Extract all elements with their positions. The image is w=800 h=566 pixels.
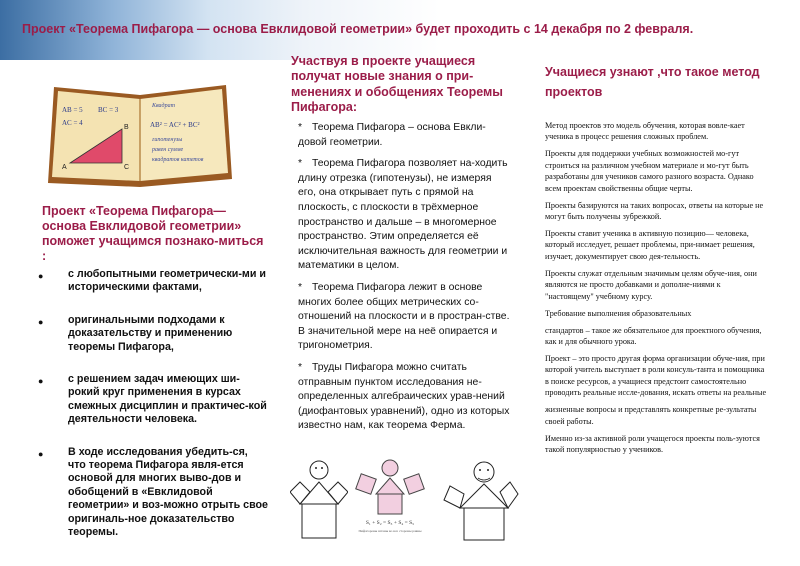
book-left-line-3: AC = 4 xyxy=(62,119,83,127)
list-item: ● с любопытными геометрически-ми и историческими фактами, xyxy=(38,268,266,294)
bullet-icon: ● xyxy=(38,271,44,281)
book-left-line-2: BC = 3 xyxy=(98,106,119,114)
pythagoras-figure-right xyxy=(440,458,520,542)
vertex-label-b: B xyxy=(124,124,129,131)
pythagoras-figure-left xyxy=(290,458,348,540)
vertex-label-c: C xyxy=(124,164,130,171)
book-illustration xyxy=(40,75,240,195)
right-heading: Учащиеся узнают ,что такое метод проектов xyxy=(545,65,760,99)
bullet-icon: ● xyxy=(38,448,44,459)
bullet-icon: ● xyxy=(38,316,44,327)
left-bullet-list xyxy=(32,268,268,559)
book-right-line-3: равен сумме xyxy=(152,147,184,153)
paragraph: Проекты ставит ученика в активную позицию— человека, который исследует, решает проблемы, при-нимает решения, изучает, документирует свою дея-тельность. xyxy=(545,229,755,261)
list-item: * Теорема Пифагора позволяет на-ходить длину отрезка (гипотенузы), не измеряя его, она открывает путь с прямой на плоскость, с плоскости в трёхмерное пространство и дальше – в многомерное пространство. Этим определяется её исключительная важность для геометрии и математики в целом. xyxy=(298,158,508,272)
paragraph: жизненные вопросы и представлять конкретные ре-зультаты своей работы. xyxy=(545,405,757,426)
book-right-line-4: квадратов катетов xyxy=(152,157,204,163)
figure-caption: Пифагоровы штаны во все стороны равны xyxy=(358,529,422,533)
right-paragraphs xyxy=(545,120,770,461)
book-right-line-1: Квадрат xyxy=(152,103,175,109)
list-item: ● В ходе исследования убедить-ся, что теорема Пифагора явля-ется основой для многих выво-дов и обобщений в «Евклидовой геометрии» и воз-можно отрыть свое оригиналь-ное доказательство теоремы. xyxy=(38,445,268,539)
paragraph: Именно из-за активной роли учащегося проекты поль-зуются такой популярностью у учеников. xyxy=(545,433,760,455)
asterisk-icon: * xyxy=(298,361,303,373)
asterisk-icon: * xyxy=(298,281,303,293)
figure-formula: S₁ + S₂ = S₃ + S₄ = S₅ xyxy=(365,520,415,526)
list-item: ● с решением задач имеющих ши-рокий круг применения в курсах смежных дисциплин и практичес-кой деятельности человека. xyxy=(38,373,267,426)
middle-heading: Участвуя в проекте учащиеся получат новые знания о при-менениях и обобщениях Теоремы Пифагора: xyxy=(291,54,503,114)
left-heading: Проект «Теорема Пифагора— основа Евклидовой геометрии» поможет учащимся познако-миться : xyxy=(42,204,264,263)
bullet-icon: ● xyxy=(38,376,44,387)
vertex-label-a: A xyxy=(62,164,67,171)
paragraph: Метод проектов это модель обучения, которая вовле-кает ученика в процесс решения сложных проблем. xyxy=(545,121,745,142)
paragraph: Проекты базируются на таких вопросах, ответы на которые не могут быть получены зубрежкой. xyxy=(545,200,764,222)
list-item: * Теорема Пифагора – основа Евкли-довой геометрии. xyxy=(298,122,486,148)
book-formula: AB² = AC² + BC² xyxy=(150,121,200,129)
list-item: * Труды Пифагора можно считать отправным пунктом исследования не-определенных алгебраических урав-нений (диофантовых уравнений), одно из которых известно нам, как теорема Ферма. xyxy=(298,361,510,432)
header-banner xyxy=(0,0,800,60)
asterisk-icon: * xyxy=(298,158,303,170)
asterisk-icon: * xyxy=(298,122,303,133)
paragraph: стандартов – такое же обязательное для проектного обучения, как и для обычного урока. xyxy=(545,325,762,347)
pythagoras-figure-middle xyxy=(350,456,430,536)
list-item: ● оригинальными подходами к доказательству и применению теоремы Пифагора, xyxy=(38,313,233,353)
list-item: * Теорема Пифагора лежит в основе многих более общих метрических со-отношений на плоскости и в простран-стве. В значительной мере на неё опирается и тригонометрия. xyxy=(298,281,510,352)
book-right-line-2: гипотенузы xyxy=(152,137,183,143)
banner-title: Проект «Теорема Пифагора — основа Евклидовой геометрии» будет проходить с 14 декабря по 2 февраля. xyxy=(22,22,694,36)
book-left-line-1: AB = 5 xyxy=(62,106,83,114)
paragraph: Проект – это просто другая форма организации обуче-ния, при которой учитель выступает в роли консуль-танта и помощника в поиске ресурсов, а учащиеся предстоит самостоятельно проводить реальные иссле-дования, искать ответы на реальные xyxy=(545,354,767,398)
paragraph: Требование выполнения образовательных xyxy=(545,308,692,318)
paragraph: Проекты для поддержки учебных возможностей мо-гут строиться на различном учебном материале и мо-гут быть разработаны для учеников самого разного возраста. Однако всем проектам свойственны общие черты. xyxy=(545,149,754,193)
paragraph: Проекты служат отдельным значимым целям обуче-ния, они являются не просто добавками и дополне-ниями к "настоящему" учебному курсу. xyxy=(545,268,757,301)
middle-list xyxy=(298,121,510,441)
